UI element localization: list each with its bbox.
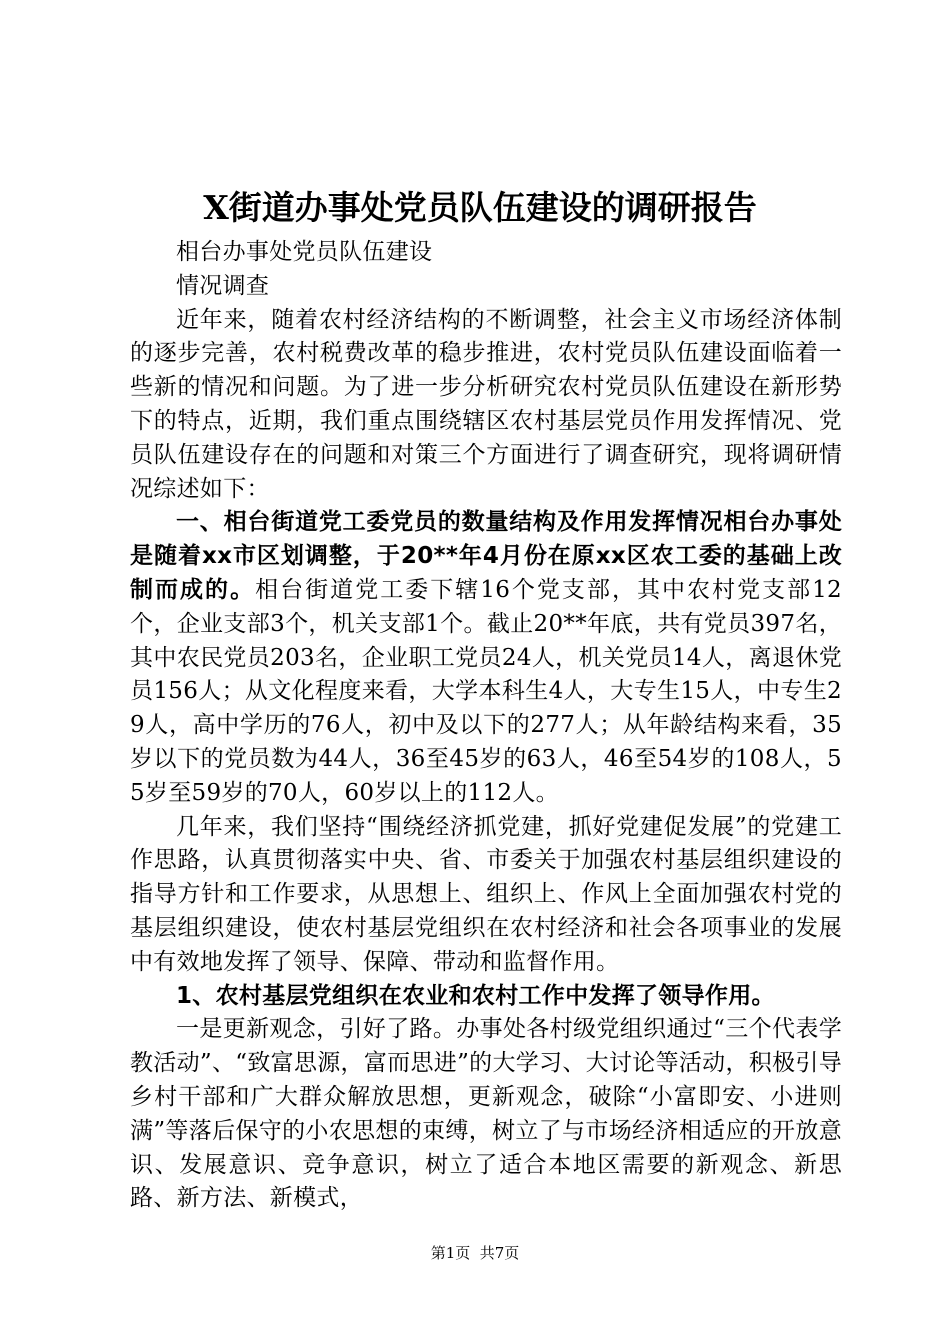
page-footer: 第1页 共7页 [430, 1244, 520, 1262]
item-1-body-paragraph: 一是更新观念，引好了路。办事处各村级党组织通过“三个代表学教活动”、“致富思源，富而思进”的大学习、大讨论等活动，积极引导乡村干部和广大群众解放思想，更新观念，破除“小富即安、小进则满”等落后保守的小农思想的束缚，树立了与市场经济相适应的开放意识、发展意识、竞争意识，树立了适合本地区需要的新观念、新思路、新方法、新模式， [130, 1016, 842, 1212]
item-1-heading-paragraph [130, 980, 842, 1014]
subtitle-line-2: 情况调查 [176, 272, 270, 299]
work-approach-paragraph: 几年来，我们坚持“围绕经济抓党建，抓好党建促发展”的党建工作思路，认真贯彻落实中央、省、市委关于加强农村基层组织建设的指导方针和工作要求，从思想上、组织上、作风上全面加强农村党的基层组织建设，使农村基层党组织在农村经济和社会各项事业的发展中有效地发挥了领导、保障、带动和监督作用。 [130, 813, 842, 975]
section-1-heading: 一、相台街道党工委党员的数量结构及作用发挥情况相台办事处是随着xx市区划调整，于20**年4月份在原xx区农工委的基础上改制而成的。 [130, 509, 842, 603]
item-1-heading: 1、农村基层党组织在农业和农村工作中发挥了领导作用。 [176, 982, 775, 1009]
section-1-body: 相台街道党工委下辖16个党支部，其中农村党支部12个，企业支部3个，机关支部1个。截止20**年底，共有党员397名，其中农民党员203名，企业职工党员24人，机关党员14人，离退休党员156人；从文化程度来看，大学本科生4人，大专生15人，中专生29人，高中学历的76人，初中及以下的277人；从年龄结构来看，35岁以下的党员数为44人，36至45岁的63人，46至54岁的108人，55岁至59岁的70人，60岁以上的112人。 [130, 576, 842, 806]
section-1-paragraph [130, 506, 842, 810]
document-body [130, 236, 842, 1216]
subtitle-line-1: 相台办事处党员队伍建设 [176, 239, 433, 265]
intro-paragraph: 近年来，随着农村经济结构的不断调整，社会主义市场经济体制的逐步完善，农村税费改革的稳步推进，农村党员队伍建设面临着一些新的情况和问题。为了进一步分析研究农村党员队伍建设在新形势下的特点，近期，我们重点围绕辖区农村基层党员作用发挥情况、党员队伍建设存在的问题和对策三个方面进行了调查研究，现将调研情况综述如下： [130, 306, 842, 502]
document-title: X街道办事处党员队伍建设的调研报告 [203, 188, 757, 227]
